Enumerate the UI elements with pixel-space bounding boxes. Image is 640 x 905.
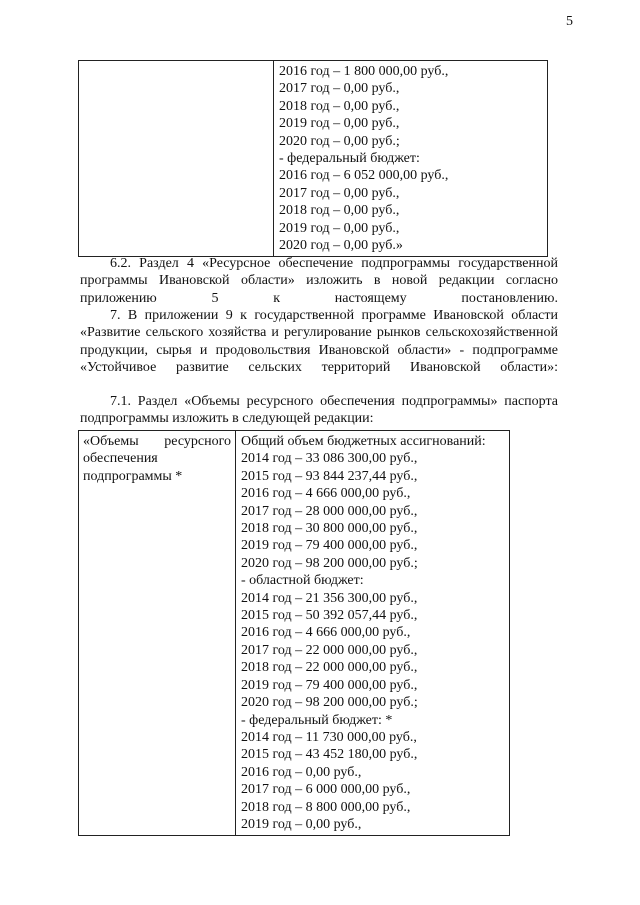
funding-table-continued	[78, 60, 548, 257]
table2-line: 2014 год – 33 086 300,00 руб.,	[241, 451, 418, 467]
table1-values-cell	[274, 61, 548, 257]
table2-line: 2014 год – 11 730 000,00 руб.,	[241, 729, 417, 745]
table2-line: 2020 год – 98 200 000,00 руб.;	[241, 555, 418, 571]
table2-line: 2018 год – 22 000 000,00 руб.,	[241, 660, 418, 676]
table2-line: - областной бюджет:	[241, 573, 364, 589]
table1-line: 2020 год – 0,00 руб.;	[279, 133, 400, 149]
table1-line: 2018 год – 0,00 руб.,	[279, 203, 400, 219]
table2-values-cell	[236, 431, 510, 836]
table2-line: 2019 год – 0,00 руб.,	[241, 816, 362, 832]
table2-line: 2019 год – 79 400 000,00 руб.,	[241, 538, 418, 554]
table2-line: 2015 год – 93 844 237,44 руб.,	[241, 468, 418, 484]
table2-line: 2018 год – 30 800 000,00 руб.,	[241, 521, 418, 537]
table2-line: - федеральный бюджет: *	[241, 712, 393, 728]
table1-line: 2019 год – 0,00 руб.,	[279, 220, 400, 236]
table2-line: 2017 год – 28 000 000,00 руб.,	[241, 503, 418, 519]
table2-line: 2016 год – 0,00 руб.,	[241, 764, 362, 780]
table1-line: 2020 год – 0,00 руб.»	[279, 238, 403, 254]
table2-line: 2016 год – 4 666 000,00 руб.,	[241, 625, 411, 641]
table1-line: 2018 год – 0,00 руб.,	[279, 98, 400, 114]
table2-title: «Объемы ресурсного обеспечения подпрограммы *	[83, 434, 231, 484]
table2-line: 2017 год – 22 000 000,00 руб.,	[241, 642, 418, 658]
funding-table	[78, 430, 510, 836]
table1-line: - федеральный бюджет:	[279, 151, 420, 167]
paragraph-7: 7. В приложении 9 к государственной программе Ивановской области «Развитие сельского хозяйства и регулирование рынков сельскохозяйственной продукции, сырья и продовольствия Ивановской области» - подпрограмме «Устойчивое развитие сельских территорий Ивановской области»:	[80, 308, 558, 376]
table2-line: 2019 год – 79 400 000,00 руб.,	[241, 677, 418, 693]
table1-line: 2016 год – 1 800 000,00 руб.,	[279, 64, 449, 79]
page-number: 5	[566, 14, 573, 29]
table1-line: 2017 год – 0,00 руб.,	[279, 185, 400, 201]
paragraph-6-2: 6.2. Раздел 4 «Ресурсное обеспечение подпрограммы государственной программы Ивановской области» изложить в новой редакции согласно приложению 5 к настоящему постановлению.	[80, 256, 558, 306]
table2-line: 2015 год – 50 392 057,44 руб.,	[241, 608, 418, 624]
paragraph-7-1: 7.1. Раздел «Объемы ресурсного обеспечения подпрограммы» паспорта подпрограммы изложить в следующей редакции:	[80, 394, 558, 427]
table1-line: 2016 год – 6 052 000,00 руб.,	[279, 168, 449, 184]
table2-line: 2014 год – 21 356 300,00 руб.,	[241, 590, 418, 606]
table2-line: Общий объем бюджетных ассигнований:	[241, 434, 486, 449]
table2-line: 2020 год – 98 200 000,00 руб.;	[241, 695, 418, 711]
table2-title-cell	[79, 431, 236, 836]
table2-line: 2015 год – 43 452 180,00 руб.,	[241, 747, 418, 763]
table2-line: 2018 год – 8 800 000,00 руб.,	[241, 799, 411, 815]
table2-line: 2016 год – 4 666 000,00 руб.,	[241, 486, 411, 502]
table1-line: 2017 год – 0,00 руб.,	[279, 81, 400, 97]
table1-line: 2019 год – 0,00 руб.,	[279, 116, 400, 132]
table1-label-cell	[79, 61, 274, 257]
table2-line: 2017 год – 6 000 000,00 руб.,	[241, 782, 411, 798]
